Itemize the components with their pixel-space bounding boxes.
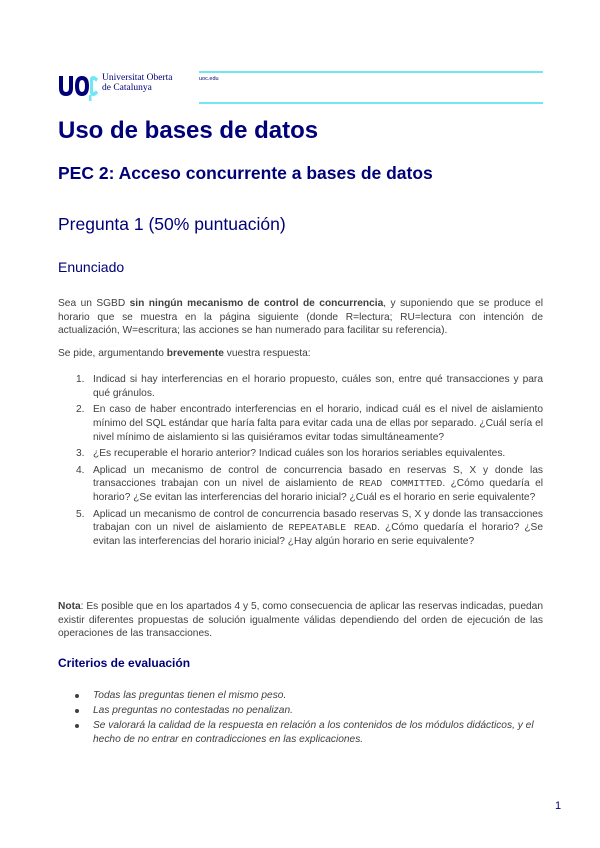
question-number: 1. [76, 374, 85, 385]
criteria-text: Las preguntas no contestadas no penalizan. [93, 705, 293, 716]
header-url-link[interactable]: uoc.edu [199, 76, 219, 82]
logo-line-1: Universitat Oberta [102, 73, 173, 83]
intro-paragraph [58, 297, 543, 338]
isolation-level-code: REPEATABLE READ [288, 522, 378, 534]
note-paragraph [58, 600, 543, 641]
question-text: ¿Es recuperable el horario anterior? Indicad cuáles son los horarios seriables equivalentes. [93, 448, 506, 460]
bullet-icon [75, 694, 79, 698]
ask-text-1: Se pide, argumentando [58, 348, 167, 359]
note-label: Nota [58, 601, 81, 612]
intro-text-2: , y suponiendo que se produce el horario que se muestra en la página siguiente (donde R=lectura; RU=lectura con intención de actualización, W=escritura; las acciones se han numerado para facilitar su referencia). [58, 298, 543, 336]
ask-text-2: vuestra respuesta: [223, 348, 311, 359]
question-text-pre: Aplicad un mecanismo de control de concurrencia basado en reservas S, X y donde las transacciones trabajan con un nivel de aislamiento de [93, 464, 543, 490]
criteria-text: Se valorará la calidad de la respuesta en relación a los contenidos de los módulos didácticos, y el hecho de no entrar en contradicciones en las explicaciones. [93, 720, 534, 745]
logo-line-2: de Catalunya [102, 83, 152, 93]
question-item [58, 403, 543, 444]
header-rule-bottom [199, 102, 543, 104]
document-subtitle: PEC 2: Acceso concurrente a bases de datos [58, 163, 433, 183]
question-item [58, 464, 543, 505]
intro-bold: sin ningún mecanismo de control de concurrencia [129, 298, 384, 309]
note-text: : Es posible que en los apartados 4 y 5, como consecuencia de aplicar las reservas indicadas, puedan existir diferentes propuestas de solución igualmente válidas dependiendo del orden de ejecución de las operaciones de las transacciones. [58, 601, 543, 639]
question-text-post: . ¿Cómo quedaría el horario? ¿Se evitan las interferencias del horario inicial? ¿Cuál es el horario en serie equivalente? [93, 478, 544, 504]
logo-text [102, 73, 172, 93]
question-text: En caso de haber encontrado interferencias en el horario, indicad cuál es el nivel de aislamiento mínimo del SQL estándar que haría falta para evitar cada una de ellas por separado. ¿Cuál sería el nivel mínimo de aislamiento si las quisiéramos evitar todas simultáneamente? [93, 404, 543, 443]
criteria-item [58, 704, 543, 718]
statement-heading: Enunciado [58, 259, 125, 275]
question-number: 4. [76, 464, 85, 476]
question-item [58, 508, 543, 549]
intro-text-1: Sea un SGBD [58, 298, 130, 309]
question-text: Indicad si hay interferencias en el horario propuesto, cuáles son, entre qué transacciones y para qué gránulos. [93, 374, 543, 399]
question-number: 3. [76, 448, 85, 460]
question-number: 2. [76, 404, 85, 416]
header-rule-top [199, 71, 543, 73]
criteria-text: Todas las preguntas tienen el mismo peso. [93, 690, 287, 701]
ask-paragraph [58, 347, 543, 361]
page-number: 1 [555, 800, 562, 812]
document-title: Uso de bases de datos [58, 117, 319, 144]
question-text-pre: Aplicad un mecanismo de control de concurrencia basado reservas S, X y donde las transacciones trabajan con un nivel de aislamiento de [93, 508, 543, 534]
criteria-heading: Criterios de evaluación [58, 656, 191, 670]
criteria-item [58, 719, 543, 747]
question-heading: Pregunta 1 (50% puntuación) [58, 214, 286, 234]
question-item [58, 447, 543, 461]
question-number: 5. [76, 508, 85, 520]
criteria-item [58, 689, 543, 703]
uoc-logo-icon [58, 71, 98, 101]
bullet-icon [75, 709, 79, 713]
question-item [58, 373, 543, 401]
ask-bold: brevemente [166, 348, 224, 359]
bullet-icon [75, 724, 79, 728]
criteria-list [58, 689, 543, 748]
questions-list [58, 373, 543, 552]
document-header [58, 71, 543, 105]
question-text-post: . ¿Cómo quedaría el horario? ¿Se evitan las interferencias del horario inicial? ¿Hay algún horario en serie equivalente? [93, 522, 544, 548]
isolation-level-code: READ COMMITTED [359, 478, 443, 490]
